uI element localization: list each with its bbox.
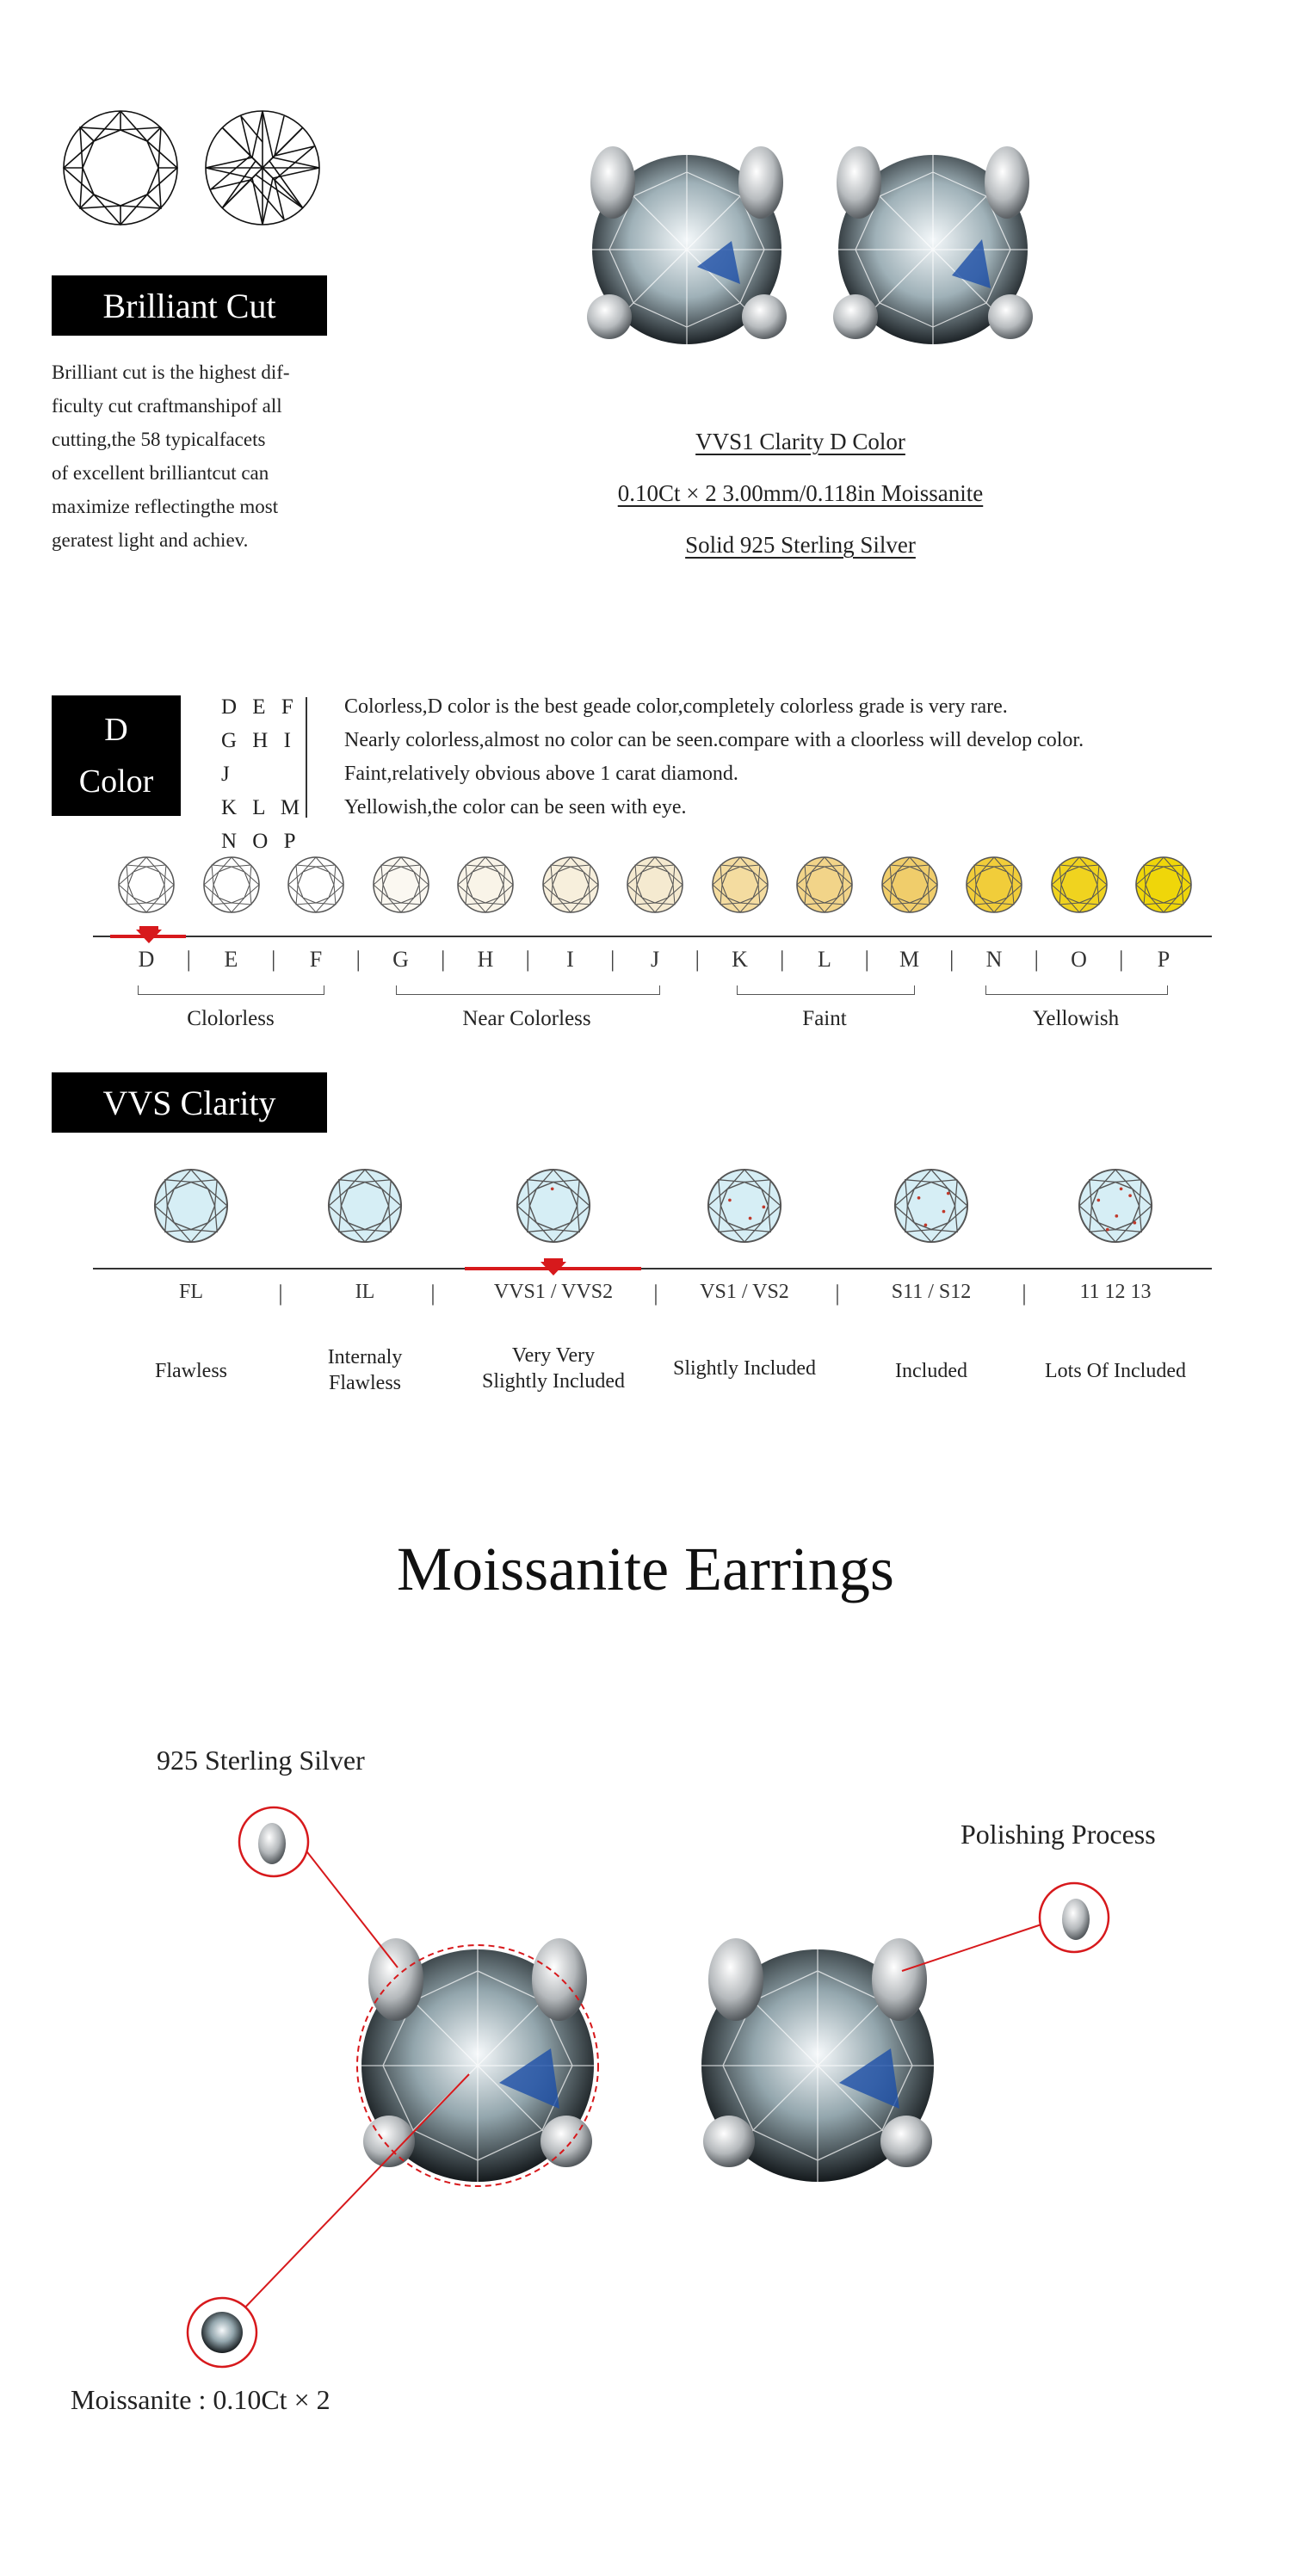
clarity-gem-row [0,1166,1291,1249]
color-scale-separator: | [949,947,954,972]
group-bracket-colorless [138,985,324,995]
clarity-separator: | [1022,1281,1027,1306]
color-scale-separator: | [186,947,191,972]
product-title: Moissanite Earrings [397,1535,894,1603]
color-gem-j [625,855,685,915]
color-scale-letters [0,947,1291,981]
left-earring-image [361,1938,594,2182]
clarity-separator: | [430,1281,435,1306]
color-gem-g [371,855,431,915]
clarity-desc-fl: Flawless [155,1360,227,1382]
color-scale-separator: | [1034,947,1039,972]
color-scale-letter-i: I [566,947,574,972]
color-scale-separator: | [441,947,446,972]
clarity-code-vvs: VVS1 / VVS2 [493,1281,614,1303]
brilliant-cut-title: Brilliant Cut [52,275,327,336]
clarity-gem-2 [514,1166,593,1245]
clarity-gem-0 [151,1166,231,1245]
earrings-pair-image [568,138,1050,387]
callout-bubble-silver [239,1807,308,1876]
color-scale-letter-d: D [138,947,155,972]
callout-label-stone: Moissanite : 0.10Ct × 2 [71,2384,330,2415]
clarity-code-si: S11 / S12 [891,1281,972,1303]
color-gem-k [710,855,770,915]
color-scale-separator: | [1119,947,1124,972]
group-bracket-faint [737,985,915,995]
group-label-yellowish: Yellowish [1032,1007,1120,1030]
clarity-gem-3 [705,1166,784,1245]
color-scale-separator: | [780,947,785,972]
group-bracket-yellowish [985,985,1168,995]
brilliant-cut-description: Brilliant cut is the highest dif- ficulty cut craftmanshipof all cutting,the 58 typicalfacets of excellent brilliantcut can maximize reflectingthe most geratest light and achiev. [52,361,290,551]
color-gem-h [455,855,516,915]
clarity-code-vs: VS1 / VS2 [700,1281,789,1303]
group-label-faint: Faint [802,1007,847,1030]
group-bracket-near-colorless [396,985,660,995]
color-gem-d [116,855,176,915]
color-scale-letter-k: K [732,947,748,972]
color-scale-separator: | [355,947,361,972]
clarity-gem-5 [1076,1166,1155,1245]
clarity-gem-1 [325,1166,405,1245]
color-scale-letter-l: L [818,947,831,972]
clarity-title: VVS Clarity [52,1072,327,1133]
clarity-desc-vs: Slightly Included [673,1357,816,1380]
color-scale-line [93,936,1212,937]
color-scale-separator: | [864,947,869,972]
color-scale-letter-n: N [985,947,1003,972]
group-label-colorless: Clolorless [187,1007,275,1030]
clarity-gem-4 [892,1166,971,1245]
color-scale-letter-m: M [899,947,920,972]
brilliant-cut-bottom-view-icon [202,108,323,228]
color-scale-letter-p: P [1157,947,1171,972]
d-color-box-letter: D [104,712,128,748]
callout-line-silver [301,1844,398,1968]
clarity-desc-si: Included [895,1360,967,1382]
grade-description-list: Colorless,D color is the best geade color,completely colorless grade is very rare. Nearly colorless,almost no color can be seen.compare with a cloorless will develop color. Faint,relatively obvious above 1 carat diamond. Yellowish,the color can be seen with eye. [344,695,1084,819]
clarity-code-il: IL [355,1281,375,1303]
color-gem-m [880,855,940,915]
clarity-code-fl: FL [178,1281,203,1303]
spec-metal: Solid 925 Sterling Silver [685,532,916,558]
color-scale-letter-e: E [224,947,238,972]
callout-bubble-polish [1040,1883,1109,1952]
clarity-desc-vvs: Very Very Slightly Included [482,1344,625,1393]
color-scale-letter-g: G [392,947,409,972]
clarity-separator: | [653,1281,658,1306]
callout-line-stone [239,2074,469,2313]
color-gem-row [0,855,1291,920]
group-label-near-colorless: Near Colorless [462,1007,591,1030]
clarity-desc-il: Internaly Flawless [327,1346,403,1394]
d-color-box [52,695,181,816]
d-color-box-word: Color [78,763,154,800]
color-gem-o [1049,855,1109,915]
grade-letter-list: D E F G H I J K L M N O P [221,695,306,853]
clarity-separator: | [278,1281,283,1306]
callout-label-polish: Polishing Process [961,1819,1156,1850]
color-gem-l [794,855,855,915]
clarity-separator: | [835,1281,840,1306]
clarity-scale-line [93,1268,1212,1269]
brilliant-cut-top-view-icon [60,108,181,228]
clarity-desc-i: Lots Of Included [1045,1360,1186,1382]
callout-line-polish [902,1921,1052,1971]
callout-bubble-stone [188,2298,256,2367]
spec-clarity-color: VVS1 Clarity D Color [695,429,905,454]
color-gem-p [1133,855,1194,915]
right-earring-image [701,1938,934,2182]
earrings-callout-diagram [0,1773,1291,2375]
color-gem-e [201,855,262,915]
color-scale-letter-o: O [1071,947,1087,972]
color-scale-separator: | [610,947,615,972]
grade-divider [306,697,307,818]
clarity-selected-marker-icon [540,1258,566,1277]
callout-label-silver: 925 Sterling Silver [157,1745,365,1776]
color-scale-separator: | [695,947,700,972]
color-scale-separator: | [271,947,276,972]
color-scale-separator: | [525,947,530,972]
color-scale-letter-f: F [309,947,323,972]
color-gem-i [540,855,601,915]
color-gem-f [286,855,346,915]
color-selected-marker-icon [136,926,162,945]
color-gem-n [964,855,1024,915]
spec-carat-size: 0.10Ct × 2 3.00mm/0.118in Moissanite [617,480,984,506]
clarity-code-i: 11 12 13 [1079,1281,1152,1303]
color-scale-letter-j: J [650,947,660,972]
color-scale-letter-h: H [477,947,494,972]
